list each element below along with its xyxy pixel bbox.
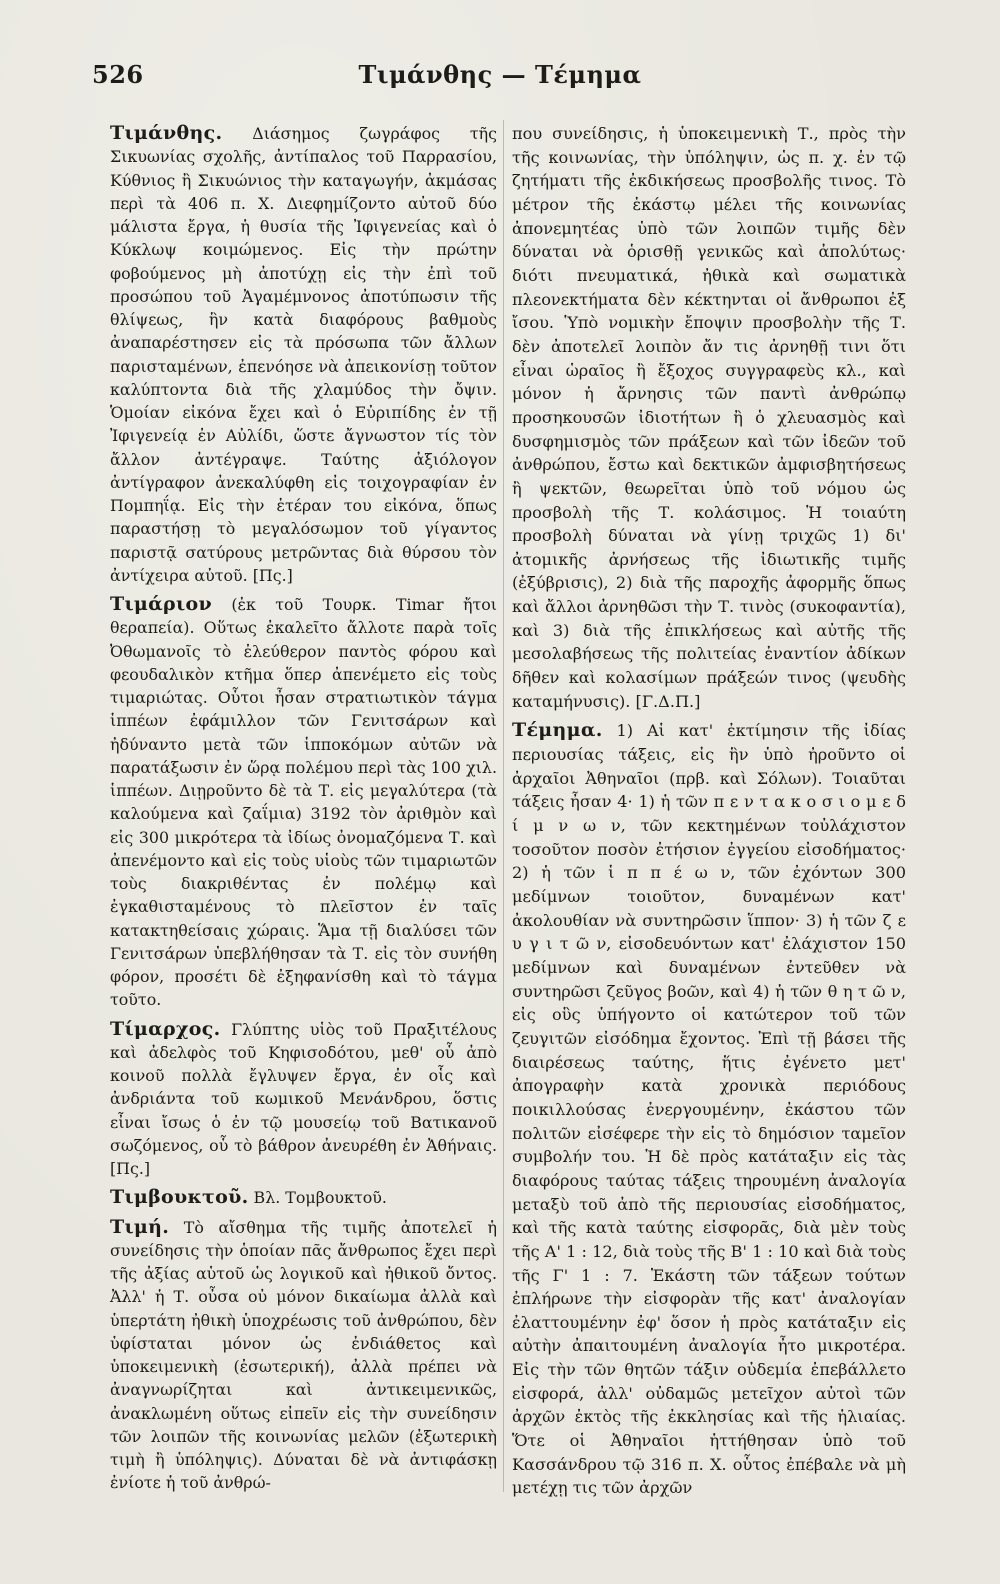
column-divider xyxy=(503,120,504,1492)
entry-text: (ἐκ τοῦ Τουρκ. Timar ἤτοι θεραπεία). Οὕτως ἐκαλεῖτο ἄλλοτε παρὰ τοῖς Ὀθωμανοῖς τὸ ἐλεύθερον παντὸς φόρου καὶ φεουδαλικὸν κτῆμα ὅπερ ἀπενέμετο εἰς τοὺς τιμαριώτας. Οὗτοι ἦσαν στρατιωτικὸν τάγμα ἱππέων ἐφάμιλλον τῶν Γενιτσάρων καὶ ἠδύναντο μετὰ τῶν ἱπποκόμων αὐτῶν νὰ παρατάξωσιν ἐν ὥρᾳ πολέμου περὶ τὰς 100 χιλ. ἱππέων. Διῃροῦντο δὲ τὰ Τ. εἰς μεγαλύτερα (τὰ καλούμενα καὶ ζαΐμια) 3192 τὸν ἀριθμὸν καὶ εἰς 300 μικρότερα τὰ ἰδίως ὀνομαζόμενα Τ. καὶ ἀπενέμοντο καὶ εἰς τοὺς υἱοὺς τῶν τιμαριωτῶν τοὺς διακριθέντας ἐν πολέμῳ καὶ ἐγκαθισταμένους τὸ πλεῖστον ἐν ταῖς κατακτηθείσαις χώραις. Ἅμα τῇ διαλύσει τῶν Γενιτσάρων ὑπεβλήθησαν τὰ Τ. εἰς τὸν συνήθη φόρον, προσέτι δὲ ἐξηφανίσθη καὶ τὸ τάγμα τοῦτο. xyxy=(110,595,497,1010)
headword: Τέμημα. xyxy=(512,719,603,742)
entry-timima xyxy=(512,719,906,1500)
entry-timi xyxy=(110,1216,497,1495)
entry-timarion xyxy=(110,593,497,1012)
entry-timbouktou xyxy=(110,1186,497,1209)
entry-text: 1) Αἱ κατ' ἐκτίμησιν τῆς ἰδίας περιουσίας τάξεις, εἰς ἣν ὑπὸ ἠροῦντο οἱ ἀρχαῖοι Ἀθηναῖοι (πρβ. καὶ Σόλων). Τοιαῦται τάξεις ἦσαν 4· 1) ἡ τῶν π ε ν τ α κ ο σ ι ο μ ε δ ί μ ν ω ν, τῶν κεκτημένων τοὐλάχιστον τοσοῦτον ποσὸν ἐτήσιον ἐγγείου εἰσοδήματος· 2) ἡ τῶν ἱ π π έ ω ν, τῶν ἐχόντων 300 μεδίμνων τοιοῦτον, δυναμένων κατ' ἀκολουθίαν νὰ συντηρῶσιν ἵππον· 3) ἡ τῶν ζ ε υ γ ι τ ῶ ν, εἰσοδευόντων κατ' ἐλάχιστον 150 μεδίμνων καὶ δυναμένων ἐντεῦθεν νὰ συντηρῶσι ζεῦγος βοῶν, καὶ 4) ἡ τῶν θ η τ ῶ ν, εἰς οὓς ὑπήγοντο οἱ κατώτερον τοῦ τῶν ζευγιτῶν εἰσόδημα ἔχοντος. Ἐπὶ τῇ βάσει τῆς διαιρέσεως ταύτης, ἥτις ἐγένετο μετ' ἀπογραφὴν κατὰ χρονικὰ περιόδους ποικιλλούσας ἐνεργουμένην, ἐκάστου τῶν πολιτῶν εἰσέφερε τὴν εἰς τὸ δημόσιον ταμεῖον συμβολήν του. Ἡ δὲ πρὸς κατάταξιν εἰς τὰς διαφόρους ταύτας τάξεις τηρουμένη ἀναλογία μεταξὺ τοῦ ἀπὸ τῆς περιουσίας εἰσοδήματος, καὶ τῆς κατὰ ταύτης εἰσφορᾶς, διὰ μὲν τοὺς τῆς Α' 1 : 12, διὰ τοὺς τῆς Β' 1 : 10 καὶ διὰ τοὺς τῆς Γ' 1 : 7. Ἑκάστη τῶν τάξεων τούτων ἐπλήρωνε τὴν εἰσφορὰν τῆς κατ' ἀναλογίαν ἐλαττουμένην ἐφ' ὅσον ἡ πρὸς κατάταξιν εἰς αὐτὴν ἀπαιτουμένη ἀναλογία ἦτο μικροτέρα. Εἰς τὴν τῶν θητῶν τάξιν οὐδεμία ἐπεβάλλετο εἰσφορά, ἀλλ' οὐδαμῶς μετεῖχον αὐτοὶ τῶν ἀρχῶν ἐκτὸς τῆς ἐκκλησίας καὶ τῆς ἡλιαίας. Ὅτε οἱ Ἀθηναῖοι ἡττήθησαν ὑπὸ τοῦ Κασσάνδρου τῷ 316 π. Χ. οὗτος ἐπέβαλε νὰ μὴ μετέχῃ τις τῶν ἀρχῶν xyxy=(512,721,906,1498)
headword: Τιμάνθης. xyxy=(110,122,223,144)
entry-text: Γλύπτης υἱὸς τοῦ Πραξιτέλους καὶ ἀδελφὸς τοῦ Κηφισοδότου, μεθ' οὗ ἀπὸ κοινοῦ πολλὰ ἔγλυψεν ἔργα, ἐν οἷς καὶ ἀνδριάντα τοῦ κωμικοῦ Μενάνδρου, ὅστις εἶναι ἴσως ὁ ἐν τῷ μουσείῳ τοῦ Βατικανοῦ σωζόμενος, οὗ τὸ βάθρον ἀνευρέθη ἐν Ἀθήναις. [Πς.] xyxy=(110,1019,497,1178)
left-column xyxy=(110,122,497,1495)
entry-timanthis xyxy=(110,122,497,587)
headword: Τιμβουκτοῦ. xyxy=(110,1186,249,1209)
entry-timarchos xyxy=(110,1018,497,1181)
entry-text: Διάσημος ζωγράφος τῆς Σικυωνίας σχολῆς, ἀντίπαλος τοῦ Παρρασίου, Κύθνιος ἢ Σικυώνιος τὴν καταγωγήν, ἀκμάσας περὶ τὰ 406 π. Χ. Διεφημίζοντο αὐτοῦ δύο μάλιστα ἔργα, ἡ θυσία τῆς Ἰφιγενείας καὶ ὁ Κύκλωψ κοιμώμενος. Εἰς τὴν πρώτην φοβούμενος μὴ ἀποτύχῃ εἰς τὴν ἐπὶ τοῦ προσώπου τοῦ Ἀγαμέμνονος ἀποτύπωσιν τῆς θλίψεως, ἣν κατὰ διαφόρους βαθμοὺς ἀναπαρέστησεν εἰς τὰ πρόσωπα τῶν ἄλλων παρισταμένων, ἐπενόησε νὰ ἀπεικονίσῃ τοῦτον καλύπτοντα διὰ τῆς χλαμύδος τὴν ὄψιν. Ὁμοίαν εἰκόνα ἔχει καὶ ὁ Εὐριπίδης ἐν τῇ Ἰφιγενείᾳ ἐν Αὐλίδι, ὥστε ἄγνωστον τίς τὸν ἄλλον ἀντέγραψε. Ταύτης ἀξιόλογον ἀντίγραφον ἀνεκαλύφθη εἰς τοιχογραφίαν ἐν Πομπηΐᾳ. Εἰς τὴν ἑτέραν του εἰκόνα, ὅπως παραστήσῃ τὸ μεγαλόσωμον τοῦ γίγαντος παριστᾷ σατύρους μετρῶντας διὰ θύρσου τὸν ἀντίχειρα αὐτοῦ. [Πς.] xyxy=(110,124,497,585)
entry-text: Τὸ αἴσθημα τῆς τιμῆς ἀποτελεῖ ἡ συνείδησις τὴν ὁποίαν πᾶς ἄνθρωπος ἔχει περὶ τῆς ἀξίας αὑτοῦ ὡς λογικοῦ καὶ ἠθικοῦ ὄντος. Ἀλλ' ἡ Τ. οὖσα οὐ μόνον δικαίωμα ἀλλὰ καὶ ὑπερτάτη ἠθικὴ ὑποχρέωσις τοῦ ἀνθρώπου, δὲν ὑφίσταται μόνον ὡς ἐνδιάθετος καὶ ὑποκειμενικὴ (ἐσωτερική), ἀλλὰ πρέπει νὰ ἀναγνωρίζηται καὶ ἀντικειμενικῶς, ἀνακλωμένη οὕτως εἰπεῖν εἰς τὴν συνείδησιν τῶν λοιπῶν τῆς κοινωνίας μελῶν (ἐξωτερικὴ τιμὴ ἢ ὑπόληψις). Δύναται δὲ νὰ ἀντιφάσκῃ ἐνίοτε ἡ τοῦ ἀνθρώ- xyxy=(110,1217,497,1493)
headword: Τίμαρχος. xyxy=(110,1017,221,1040)
headword: Τιμή. xyxy=(110,1215,170,1238)
entry-text: Βλ. Τομβουκτοῦ. xyxy=(248,1188,387,1208)
right-column xyxy=(512,122,906,1500)
headword: Τιμάριον xyxy=(110,593,212,615)
entry-text: που συνείδησις, ἡ ὑποκειμενικὴ Τ., πρὸς τὴν τῆς κοινωνίας, τὴν ὑπόληψιν, ὡς π. χ. ἐν τῷ ζητήματι τῆς ἐκδικήσεως προσβολῆς τινος. Τὸ μέτρον τῆς ἑκάστῳ μέλει τῆς κοινωνίας ἀπονεμητέας ὑπὸ τῶν λοιπῶν τιμῆς δὲν δύναται νὰ ὁρισθῇ γενικῶς καὶ ἀπολύτως· διότι πνευματικά, ἠθικὰ καὶ σωματικὰ πλεονεκτήματα δὲν κέκτηνται οἱ ἄνθρωποι ἐξ ἴσου. Ὑπὸ νομικὴν ἔποψιν προσβολὴν τῆς Τ. δὲν ἀποτελεῖ λοιπὸν ἄν τις ἀρνηθῇ τινι ὅτι εἶναι ὡραῖος ἢ ἔξοχος συγγραφεὺς κλ., καὶ μόνον ἡ ἄρνησις τῶν παντὶ ἀνθρώπῳ προσηκουσῶν ἰδιοτήτων ἢ ὁ χλευασμὸς καὶ δυσφημισμὸς τῶν πράξεων καὶ τῶν ἰδεῶν τοῦ ἀνθρώπου, ἔστω καὶ δεκτικῶν ἀμφισβητήσεως ἢ ψεκτῶν, θεωρεῖται ὑπὸ τοῦ νόμου ὡς προσβολὴ τῆς Τ. κολάσιμος. Ἡ τοιαύτη προσβολὴ δύναται νὰ γίνῃ τριχῶς 1) δι' ἀτομικῆς ἀρνήσεως τῆς ἰδιωτικῆς τιμῆς (ἐξύβρισις), 2) διὰ τῆς παροχῆς ἀφορμῆς ὅπως καὶ ἄλλοι ἀρνηθῶσι τὴν Τ. τινὸς (συκοφαντία), καὶ 3) διὰ τῆς ἐπικλήσεως καὶ αὐτῆς τῆς μεσολαβήσεως τῆς πολιτείας ἐναντίον ἀδίκων δῆθεν καὶ κολασίμων πράξεών τινος (ψευδὴς καταμήνυσις). [Γ.Δ.Π.] xyxy=(512,124,906,711)
page-number: 526 xyxy=(92,60,144,89)
entry-timi-continued xyxy=(512,122,906,713)
running-head: Τιμάνθης — Τέμημα xyxy=(358,60,642,89)
